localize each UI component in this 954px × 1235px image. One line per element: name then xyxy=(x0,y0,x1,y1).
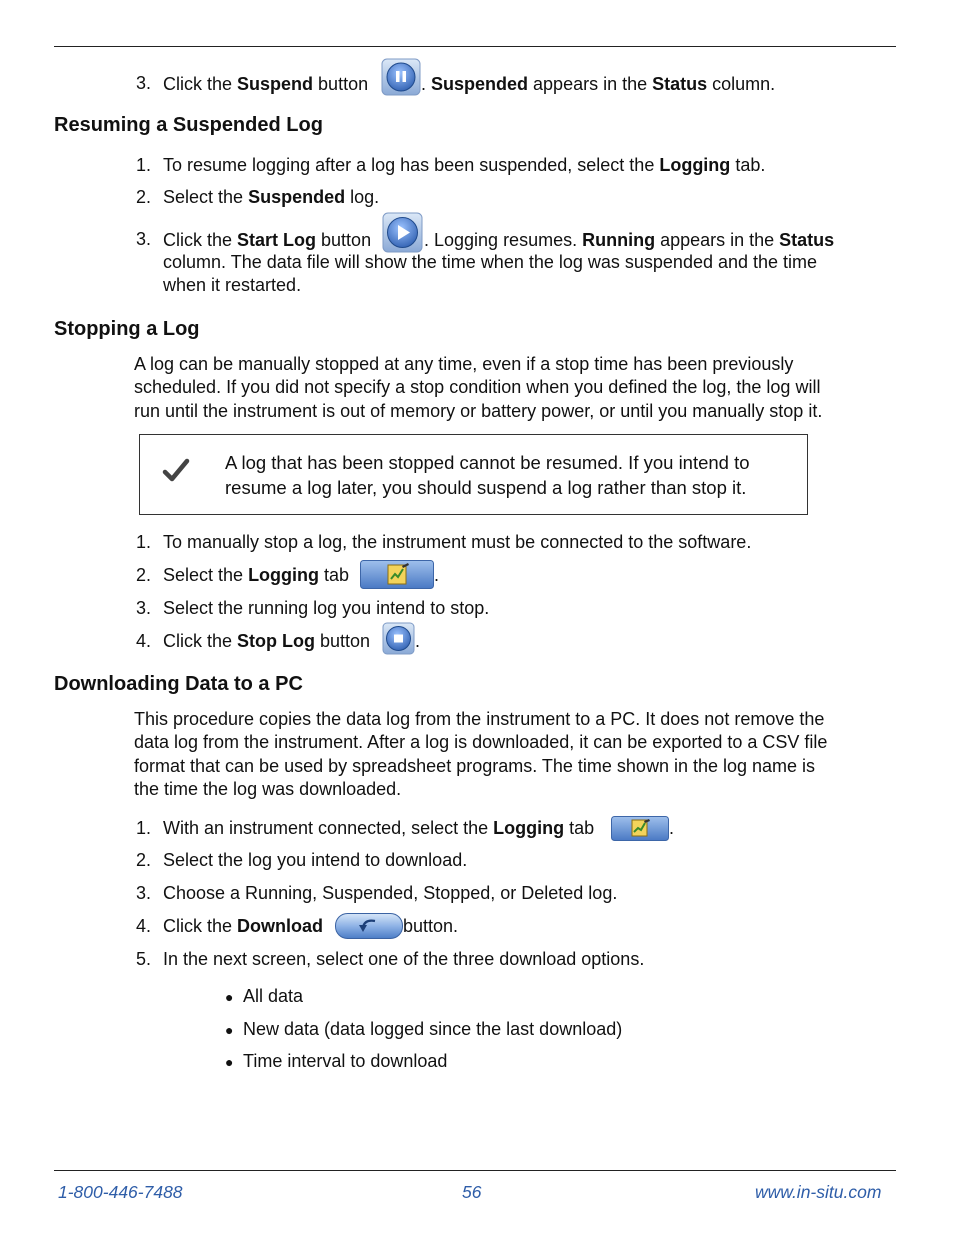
step-number: 3. xyxy=(135,73,151,93)
step-number: 3. xyxy=(135,883,151,903)
step-number: 4. xyxy=(135,631,151,651)
bullet-dot: ● xyxy=(225,989,234,1005)
footer-website[interactable]: www.in-situ.com xyxy=(755,1182,882,1202)
step-text: Select the Suspended log. xyxy=(163,187,380,207)
play-button-icon xyxy=(382,212,423,253)
step-text: Choose a Running, Suspended, Stopped, or Deleted log. xyxy=(163,883,618,903)
logging-tab-icon xyxy=(611,816,669,841)
step-text: . Suspended appears in the Status column. xyxy=(421,74,776,94)
step-text: . xyxy=(415,631,421,651)
step-text: . xyxy=(669,818,675,838)
bullet-item: New data (data logged since the last download) xyxy=(243,1019,623,1039)
step-number: 2. xyxy=(135,187,151,207)
step-text: In the next screen, select one of the three download options. xyxy=(163,949,645,969)
step-text: Click the Start Log button xyxy=(163,230,372,250)
step-text: Click the Stop Log button xyxy=(163,631,371,651)
checkmark-icon xyxy=(162,457,190,485)
download-button-icon xyxy=(335,913,403,939)
section-intro: A log can be manually stopped at any time, even if a stop time has been previously scheduled. If you did not specify a stop condition when you defined the log, the log will run until the instrument is out of memory or battery power, or until you manually stop it. xyxy=(134,354,823,421)
bullet-dot: ● xyxy=(225,1054,234,1070)
note-text: A log that has been stopped cannot be resumed. If you intend to resume a log later, you should suspend a log rather than stop it. xyxy=(225,452,750,498)
stop-button-icon xyxy=(382,622,415,655)
bullet-item: All data xyxy=(243,986,304,1006)
step-number: 1. xyxy=(135,818,151,838)
step-number: 2. xyxy=(135,565,151,585)
pause-button-icon xyxy=(381,58,421,96)
step-number: 1. xyxy=(135,155,151,175)
step-text: Select the Logging tab xyxy=(163,565,350,585)
bullet-dot: ● xyxy=(225,1022,234,1038)
step-text: To resume logging after a log has been suspended, select the Logging tab. xyxy=(163,155,766,175)
step-text: To manually stop a log, the instrument must be connected to the software. xyxy=(163,532,752,552)
step-text: With an instrument connected, select the Logging tab xyxy=(163,818,595,838)
step-text: Select the log you intend to download. xyxy=(163,850,468,870)
section-heading: Resuming a Suspended Log xyxy=(54,114,323,136)
section-heading: Stopping a Log xyxy=(54,318,200,340)
step-number: 5. xyxy=(135,949,151,969)
step-number: 3. xyxy=(135,229,151,249)
step-number: 4. xyxy=(135,916,151,936)
page-number: 56 xyxy=(462,1182,482,1202)
step-text-continued: column. The data file will show the time when the log was suspended and the time xyxy=(163,252,818,272)
step-text: Click the Suspend button xyxy=(163,74,369,94)
step-text-continued: when it restarted. xyxy=(163,275,302,295)
step-text: . Logging resumes. Running appears in the Status xyxy=(424,230,835,250)
footer-phone: 1-800-446-7488 xyxy=(58,1182,183,1202)
logging-tab-icon xyxy=(360,560,434,589)
section-heading: Downloading Data to a PC xyxy=(54,673,303,695)
step-text: . xyxy=(434,565,440,585)
step-text: Click the Download xyxy=(163,916,324,936)
step-text: Select the running log you intend to stop. xyxy=(163,598,490,618)
step-number: 1. xyxy=(135,532,151,552)
step-text: button. xyxy=(403,916,459,936)
step-number: 3. xyxy=(135,598,151,618)
footer-rule xyxy=(54,1170,896,1171)
bullet-item: Time interval to download xyxy=(243,1051,448,1071)
step-number: 2. xyxy=(135,850,151,870)
section-intro: This procedure copies the data log from the instrument to a PC. It does not remove the data log from the instrument. After a log is downloaded, it can be exported to a CSV file format that can be used by spreadsheet programs. The time shown in the log name is the time the log was downloaded. xyxy=(134,709,828,800)
header-rule xyxy=(54,46,896,47)
